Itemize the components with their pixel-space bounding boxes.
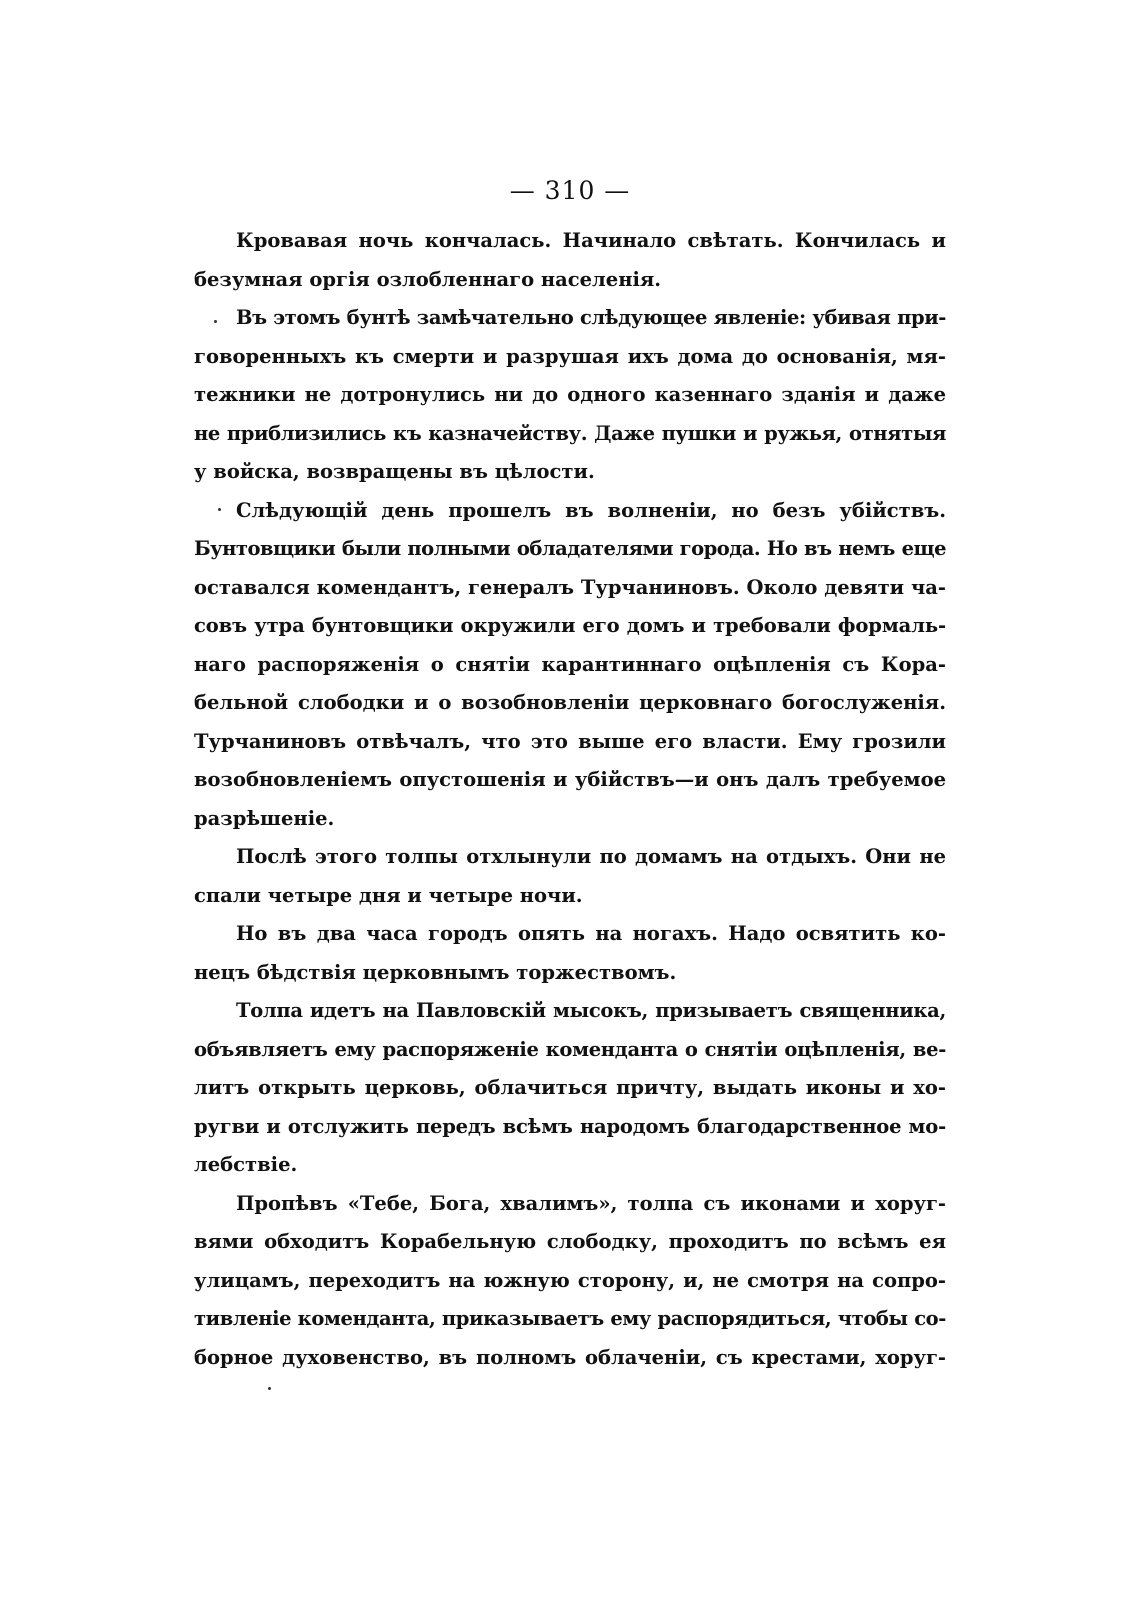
scan-speck: [268, 1387, 271, 1390]
text-line: Пропѣвъ «Тебе, Бога, хвалимъ», толпа съ иконами и хоруг-: [236, 1191, 946, 1215]
text-line: вями обходитъ Корабельную слободку, проходитъ по всѣмъ ея: [194, 1230, 946, 1253]
text-line: совъ утра бунтовщики окружили его домъ и требовали формаль-: [194, 614, 946, 637]
text-line: объявляетъ ему распоряженіе коменданта о снятіи оцѣпленія, ве-: [194, 1037, 946, 1061]
text-line: Въ этомъ бунтѣ замѣчательно слѣдующее явленіе: убивая при-: [236, 306, 946, 329]
text-line: лебствіе.: [194, 1153, 298, 1176]
scan-speck: [214, 320, 217, 323]
body-text: [194, 222, 946, 1377]
text-line: Турчаниновъ отвѣчалъ, что это выше его власти. Ему грозили: [194, 729, 946, 753]
text-line: нецъ бѣдствія церковнымъ торжествомъ.: [194, 960, 677, 984]
text-line: борное духовенство, въ полномъ облаченіи, съ крестами, хоруг-: [194, 1345, 946, 1369]
text-line: спали четыре дня и четыре ночи.: [194, 883, 583, 907]
text-line: не приблизились къ казначейству. Даже пушки и ружья, отнятыя: [194, 421, 946, 445]
text-line: Но въ два часа городъ опять на ногахъ. Надо освятить ко-: [236, 922, 946, 945]
page-number: — 310 —: [509, 176, 631, 205]
text-line: Кровавая ночь кончалась. Начинало свѣтать. Кончилась и: [236, 229, 946, 252]
text-line: у войска, возвращены въ цѣлости.: [194, 460, 595, 483]
text-line: безумная оргія озлобленнаго населенія.: [194, 267, 662, 291]
text-line: Послѣ этого толпы отхлынули по домамъ на отдыхъ. Они не: [236, 845, 946, 868]
text-line: наго распоряженія о снятіи карантиннаго оцѣпленія съ Кора-: [194, 652, 946, 676]
text-line: Слѣдующій день прошелъ въ волненіи, но безъ убійствъ.: [236, 498, 946, 522]
text-line: оставался комендантъ, генералъ Турчаниновъ. Около девяти ча-: [194, 575, 946, 599]
text-line: тежники не дотронулись ни до одного казеннаго зданія и даже: [194, 383, 946, 406]
text-line: тивленіе коменданта, приказываетъ ему распорядиться, чтобы со-: [194, 1307, 946, 1330]
text-line: говоренныхъ къ смерти и разрушая ихъ дома до основанія, мя-: [194, 344, 946, 368]
text-line: бельной слободки и о возобновленіи церковнаго богослуженія.: [194, 691, 946, 714]
text-line: Толпа идетъ на Павловскій мысокъ, призываетъ священника,: [236, 999, 946, 1022]
text-line: ругви и отслужить передъ всѣмъ народомъ благодарственное мо-: [194, 1114, 946, 1138]
text-line: Бунтовщики были полными обладателями города. Но въ немъ еще: [194, 537, 946, 560]
text-line: возобновленіемъ опустошенія и убійствъ—и онъ далъ требуемое: [194, 768, 946, 791]
scan-speck: [218, 508, 221, 511]
text-line: разрѣшеніе.: [194, 806, 335, 830]
text-line: литъ открыть церковь, облачиться причту, выдать иконы и хо-: [194, 1076, 946, 1099]
text-line: улицамъ, переходитъ на южную сторону, и, не смотря на сопро-: [194, 1268, 946, 1292]
